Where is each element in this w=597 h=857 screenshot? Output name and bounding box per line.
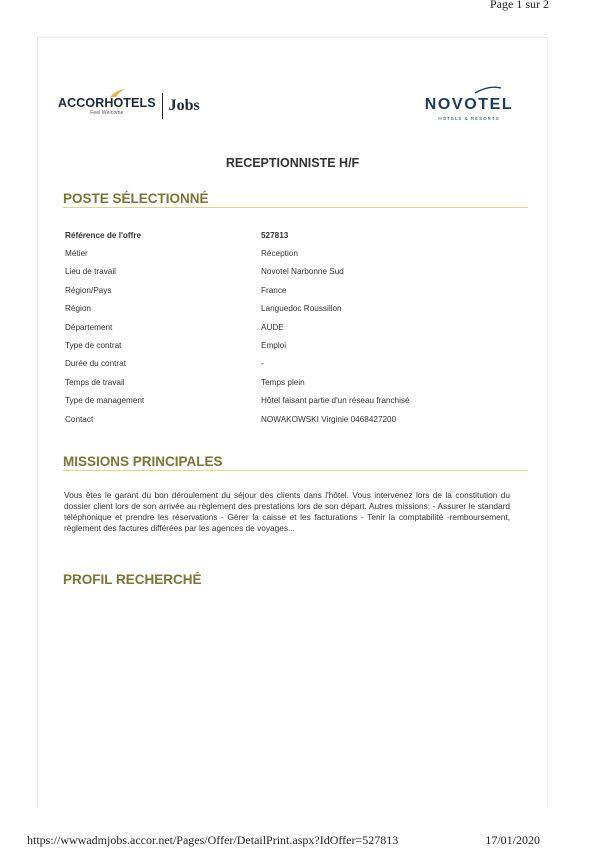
jobs-wordmark: Jobs (168, 97, 200, 114)
novotel-swoosh-icon (473, 86, 503, 94)
detail-row (65, 336, 525, 354)
detail-label: Lieu de travail (65, 267, 116, 277)
detail-label: Région (65, 304, 91, 314)
accorhotels-name: ACCORHOTELS (58, 96, 156, 110)
detail-label: Département (65, 322, 113, 332)
detail-label: Contact (65, 414, 94, 424)
missions-paragraph: Vous êtes le garant du bon déroulement du séjour des clients dans l'hôtel. Vous intervenez lors de la constitution du dossier client lors de son arrivée au règlement des prestations lors de son départ. Autres missions: - Assurer le standard téléphonique et prendre les réservations - Gérer la caisse et les facturations - Tenir la comptabilité -remboursement, règlement des factures différées par les agences de voyages... (64, 490, 510, 533)
novotel-logo (419, 86, 519, 121)
detail-row (65, 355, 525, 373)
detail-row (65, 318, 525, 336)
novotel-name: NOVOTEL (424, 96, 514, 113)
detail-label: Type de management (65, 396, 145, 406)
detail-label: Temps de travail (65, 377, 125, 387)
document-sheet (37, 37, 548, 808)
detail-value: Novotel Narbonne Sud (261, 267, 344, 277)
detail-row (65, 263, 525, 281)
detail-row (65, 281, 525, 299)
page-counter: Page 1 sur 2 (490, 0, 549, 11)
accorhotels-jobs-logo (58, 93, 200, 119)
accorhotels-wordmark (58, 96, 156, 116)
section-heading-missions: MISSIONS PRINCIPALES (63, 454, 528, 471)
job-details-table (65, 226, 525, 428)
detail-value: Hôtel faisant partie d'un réseau franchisé (261, 396, 410, 406)
accor-bird-icon (110, 89, 126, 98)
detail-row (65, 410, 525, 428)
novotel-subtitle: HOTELS & RESORTS (438, 116, 500, 121)
detail-row (65, 226, 525, 244)
detail-value: France (261, 285, 287, 295)
footer-url: https://wwwadmjobs.accor.net/Pages/Offer/DetailPrint.aspx?IdOffer=527813 (27, 833, 399, 847)
detail-value: AUDE (261, 322, 284, 332)
detail-value: Temps plein (261, 377, 305, 387)
detail-label: Type de contrat (65, 341, 122, 351)
detail-value: NOWAKOWSKI Virginie 0468427200 (261, 414, 397, 424)
logo-divider (162, 93, 163, 119)
accorhotels-tagline: Feel Welcome (90, 110, 124, 116)
detail-value: 527813 (261, 230, 289, 240)
detail-row (65, 244, 525, 262)
detail-label: Métier (65, 249, 88, 259)
detail-value: Réception (261, 249, 298, 259)
detail-row (65, 392, 525, 410)
job-title: RECEPTIONNISTE H/F (225, 156, 360, 170)
detail-row (65, 373, 525, 391)
detail-label: Région/Pays (65, 285, 112, 295)
detail-label: Durée du contrat (65, 359, 126, 369)
detail-value: Languedoc Roussillon (261, 304, 342, 314)
footer-date: 17/01/2020 (485, 833, 540, 847)
section-heading-profil: PROFIL RECHERCHÉ (63, 572, 202, 587)
section-heading-poste: POSTE SÉLECTIONNÉ (63, 191, 528, 208)
detail-value: - (261, 359, 264, 369)
detail-value: Emploi (261, 341, 287, 351)
detail-row (65, 300, 525, 318)
detail-label: Référence de l'offre (65, 230, 142, 240)
